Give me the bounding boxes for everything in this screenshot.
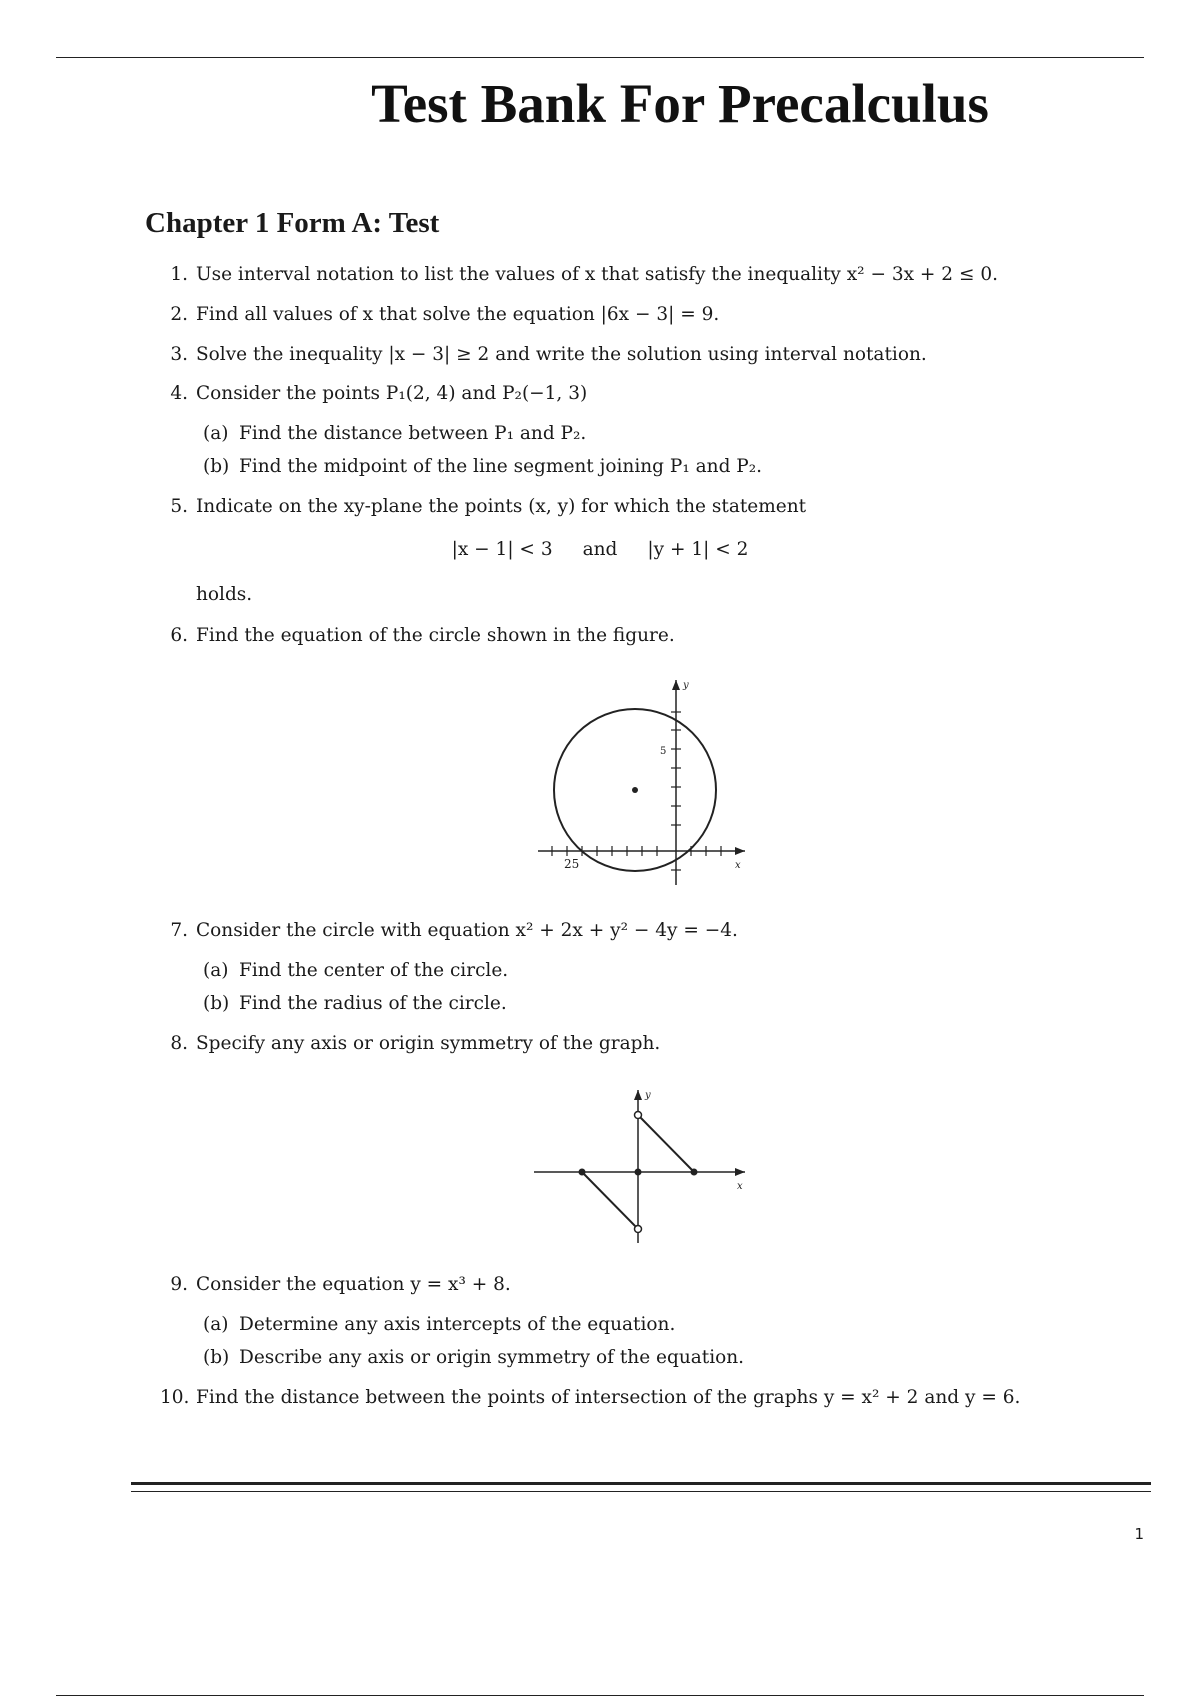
- x-intercept-right: [691, 1169, 698, 1176]
- question-text: Specify any axis or origin symmetry of the graph.: [196, 1033, 661, 1054]
- x-tick-label: 25: [564, 857, 580, 871]
- origin-point: [635, 1169, 642, 1176]
- part-text: Find the midpoint of the line segment joining P₁ and P₂.: [239, 456, 763, 477]
- part-label: (a): [203, 1314, 229, 1335]
- top-rule: [56, 57, 1144, 58]
- question-number: 10.: [160, 1387, 190, 1408]
- question-7a: [203, 959, 508, 983]
- upper-segment: [638, 1115, 694, 1172]
- question-8: [160, 1032, 660, 1056]
- question-9a: [203, 1313, 675, 1337]
- footer-rule-thin: [131, 1491, 1151, 1492]
- question-text: Solve the inequality |x − 3| ≥ 2 and write the solution using interval notation.: [196, 344, 927, 365]
- y-tick-label: 5: [660, 746, 667, 757]
- part-text: Find the distance between P₁ and P₂.: [239, 423, 587, 444]
- question-4b: [203, 455, 762, 479]
- question-text: Indicate on the xy-plane the points (x, y) for which the statement: [196, 496, 807, 517]
- lower-segment: [582, 1172, 638, 1229]
- question-5: [160, 495, 806, 519]
- question-text: Find the distance between the points of intersection of the graphs y = x² + 2 and y = 6.: [196, 1387, 1021, 1408]
- part-text: Describe any axis or origin symmetry of the equation.: [239, 1347, 745, 1368]
- x-intercept-left: [579, 1169, 586, 1176]
- question-4a: [203, 422, 586, 446]
- y-axis-label: y: [683, 680, 689, 691]
- page-number: 1: [1134, 1525, 1144, 1543]
- x-axis-arrow: [735, 847, 745, 855]
- y-axis-label: y: [645, 1090, 651, 1101]
- question-number: 2.: [170, 304, 188, 325]
- x-axis-arrow: [735, 1168, 745, 1176]
- question-number: 3.: [170, 344, 188, 365]
- question-number: 4.: [170, 383, 188, 404]
- bottom-rule: [56, 1695, 1144, 1696]
- question-text: Find all values of x that solve the equation |6x − 3| = 9.: [196, 304, 720, 325]
- y-axis-arrow: [634, 1090, 642, 1100]
- question-4: [160, 382, 587, 406]
- inequality-and: and: [582, 539, 618, 560]
- question-text: Find the equation of the circle shown in the figure.: [196, 625, 675, 646]
- part-label: (a): [203, 960, 229, 981]
- question-text: Use interval notation to list the values of x that satisfy the inequality x² − 3x + 2 ≤ 0.: [196, 264, 998, 285]
- part-label: (a): [203, 423, 229, 444]
- inequality-left: |x − 1| < 3: [451, 539, 553, 560]
- inequality-statement: [0, 539, 1200, 560]
- question-10: [160, 1386, 1020, 1410]
- x-axis-label: x: [737, 1181, 743, 1192]
- question-6: [160, 624, 675, 648]
- x-axis-label: x: [735, 860, 741, 871]
- question-3: [160, 343, 927, 367]
- question-number: 6.: [170, 625, 188, 646]
- circle-figure: [530, 672, 750, 892]
- inequality-right: |y + 1| < 2: [647, 539, 749, 560]
- question-text: Consider the points P₁(2, 4) and P₂(−1, 3): [196, 383, 588, 404]
- document-title: Test Bank For Precalculus: [371, 73, 989, 134]
- symmetry-graph-figure: [530, 1080, 750, 1250]
- question-text: Consider the circle with equation x² + 2x + y² − 4y = −4.: [196, 920, 738, 941]
- y-axis-arrow: [672, 680, 680, 690]
- question-2: [160, 303, 719, 327]
- question-number: 1.: [170, 264, 188, 285]
- question-9b: [203, 1346, 744, 1370]
- part-label: (b): [203, 456, 230, 477]
- circle-center-point: [632, 787, 638, 793]
- question-number: 5.: [170, 496, 188, 517]
- question-9: [160, 1273, 511, 1297]
- question-5-continuation: holds.: [196, 584, 253, 605]
- open-endpoint-top: [635, 1112, 642, 1119]
- part-label: (b): [203, 1347, 230, 1368]
- part-text: Find the center of the circle.: [239, 960, 509, 981]
- question-7b: [203, 992, 507, 1016]
- question-7: [160, 919, 738, 943]
- part-label: (b): [203, 993, 230, 1014]
- part-text: Find the radius of the circle.: [239, 993, 507, 1014]
- question-number: 9.: [170, 1274, 188, 1295]
- question-number: 7.: [170, 920, 188, 941]
- question-text: Consider the equation y = x³ + 8.: [196, 1274, 511, 1295]
- open-endpoint-bottom: [635, 1226, 642, 1233]
- question-number: 8.: [170, 1033, 188, 1054]
- part-text: Determine any axis intercepts of the equation.: [239, 1314, 676, 1335]
- question-1: [160, 263, 998, 287]
- footer-rule-thick: [131, 1482, 1151, 1485]
- chapter-heading: Chapter 1 Form A: Test: [145, 207, 440, 239]
